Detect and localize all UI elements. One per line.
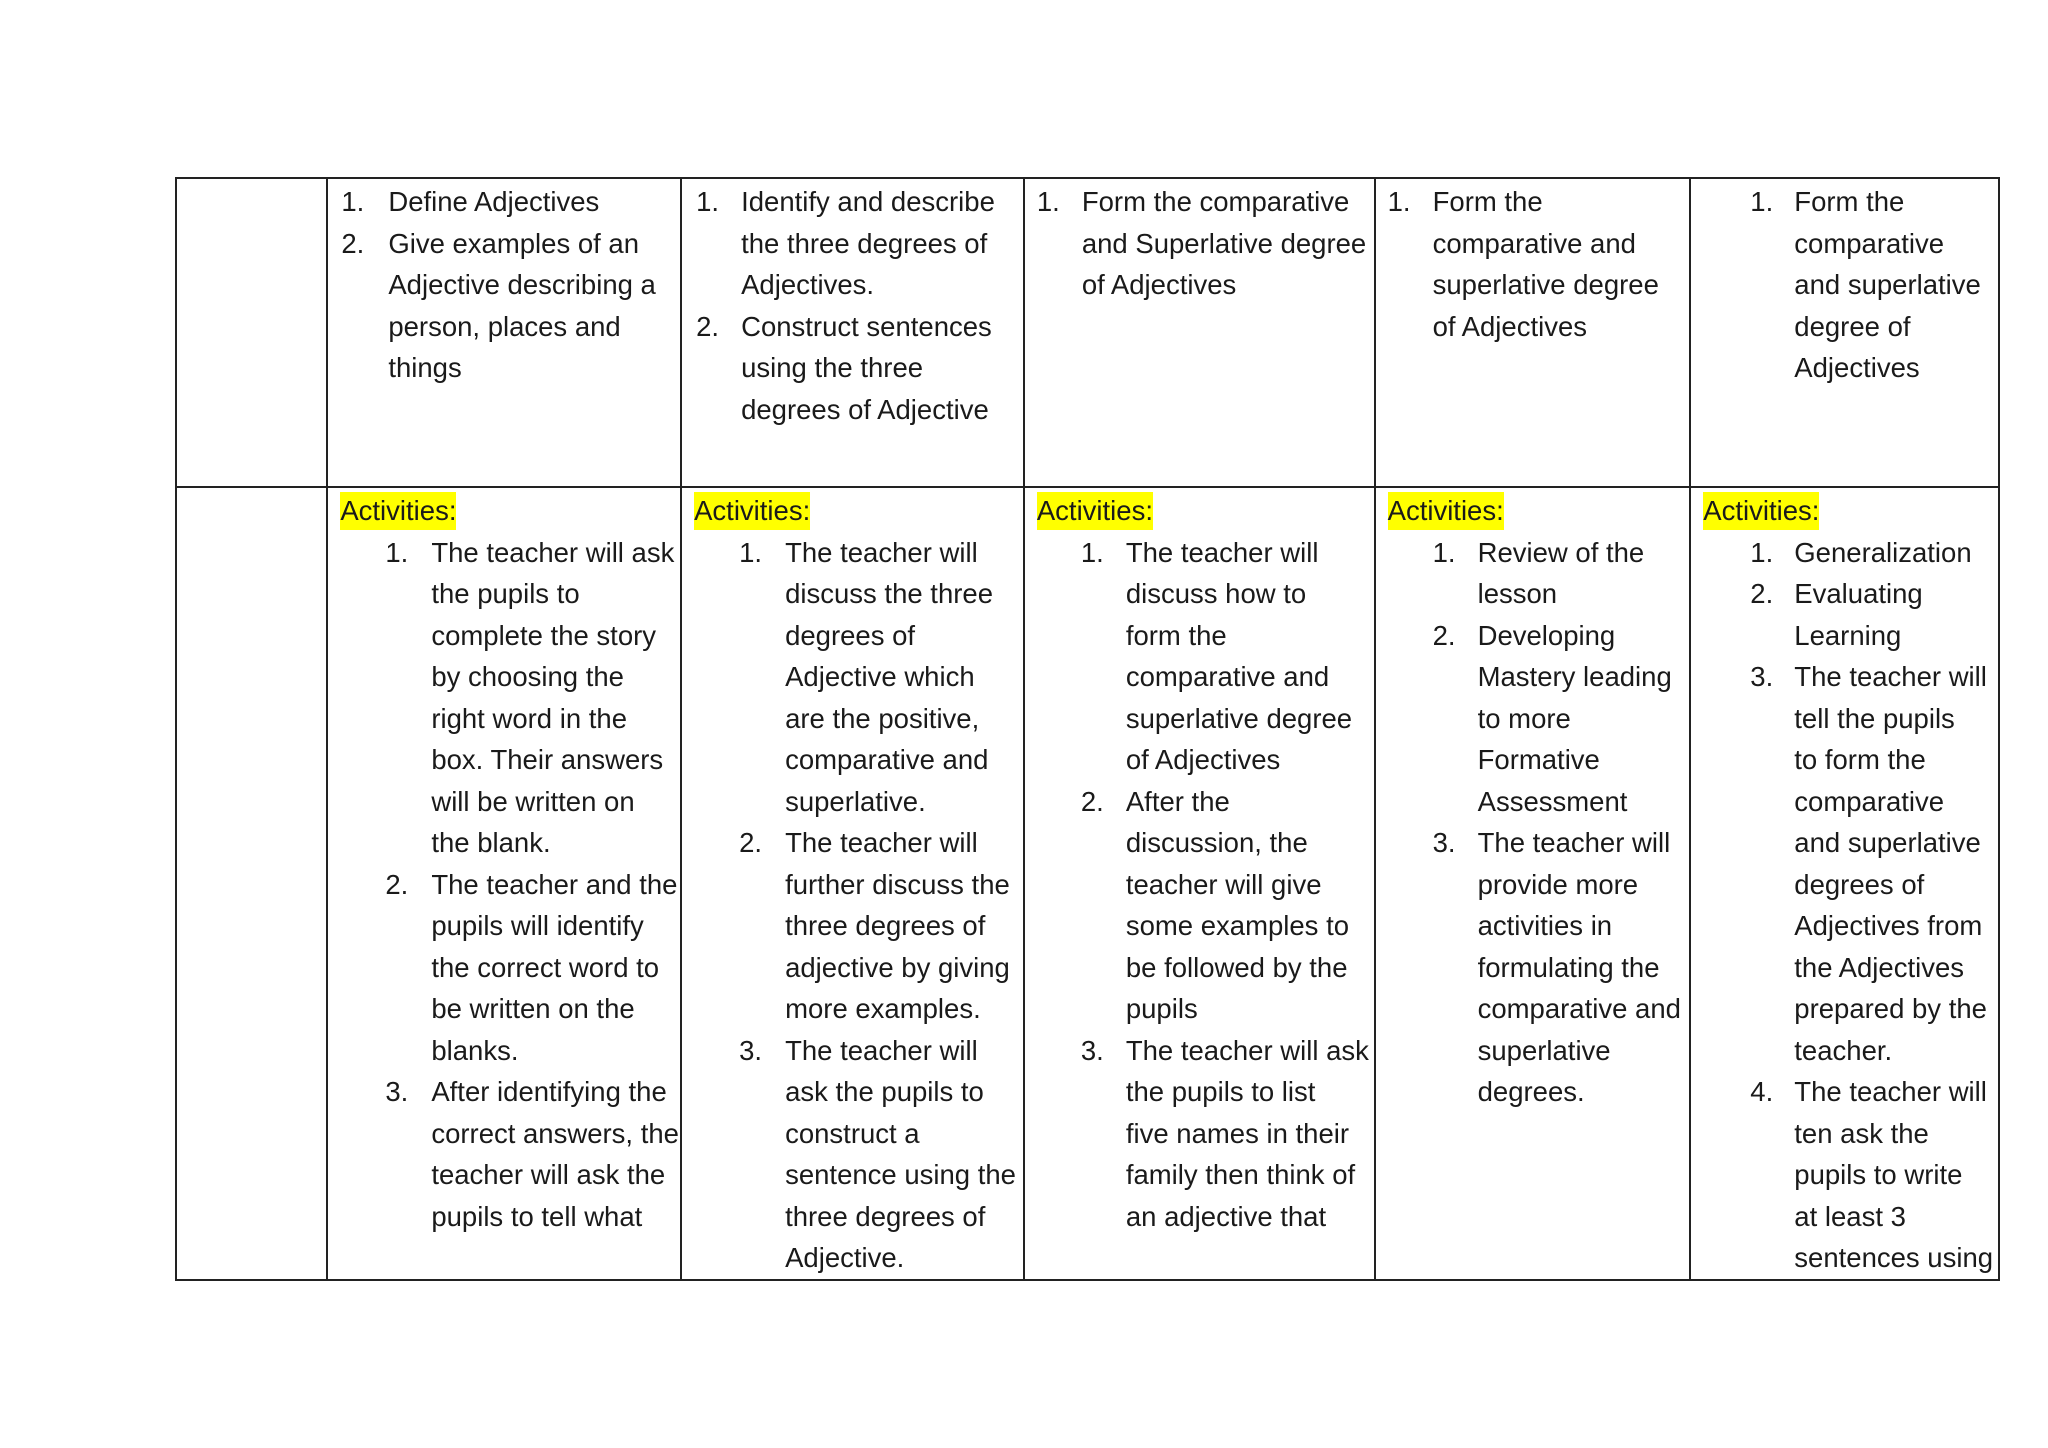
list-item-text-line: teacher.: [1794, 1034, 1893, 1066]
list-number: 3.: [1080, 1034, 1104, 1066]
list-number: 1.: [739, 536, 763, 568]
objectives-cell: [1375, 178, 1691, 487]
list-number: 1.: [1432, 536, 1456, 568]
list-number: 3.: [1750, 661, 1774, 692]
list-item-text-line: activities in: [1477, 910, 1613, 941]
list-item-text-line: the blank.: [431, 827, 551, 858]
objectives-cell: [327, 178, 681, 487]
numbered-list: [682, 181, 1023, 430]
list-item-text-line: by choosing the: [431, 661, 624, 692]
list-item-text-line: pupils will identify: [431, 910, 644, 941]
list-item-text-line: to form the: [1794, 744, 1926, 775]
list-item-text-line: degrees of: [785, 619, 916, 651]
lesson-plan-table: [175, 177, 2000, 1281]
list-item-text-line: Learning: [1794, 619, 1902, 651]
list-item-text-line: Adjectives.: [741, 269, 875, 300]
list-item-text-line: at least 3: [1794, 1200, 1906, 1232]
list-item-text-line: prepared by the: [1794, 993, 1987, 1024]
objectives-cell: [1024, 178, 1375, 487]
list-item-text-line: to more: [1477, 702, 1571, 734]
list-item-text-line: ask the pupils to: [785, 1076, 984, 1107]
list-item-text-line: Form the comparative: [1081, 186, 1350, 217]
list-item-text-line: person, places and: [388, 310, 621, 342]
activities-cell: [1024, 487, 1375, 1280]
objectives-cell: [681, 178, 1024, 487]
activities-heading: Activities:: [694, 492, 810, 530]
list-number: 2.: [1750, 578, 1774, 609]
list-item: [1025, 532, 1374, 781]
list-item-text-line: of Adjectives: [1081, 269, 1237, 300]
numbered-list: [1025, 181, 1374, 306]
list-item: [1691, 656, 1998, 1071]
list-item-text-line: Construct sentences: [741, 310, 992, 342]
list-item-text-line: Generalization: [1794, 536, 1972, 568]
list-item-text-line: and Superlative degree: [1081, 227, 1367, 259]
list-item-text-line: discuss how to: [1125, 578, 1307, 609]
list-item: [682, 306, 1023, 431]
objectives-row: [176, 178, 1999, 487]
list-number: 1.: [1750, 536, 1774, 568]
list-item-text-line: Identify and describe: [741, 186, 995, 217]
list-item-text-line: The teacher will: [1794, 1076, 1987, 1107]
list-item-text-line: Mastery leading: [1477, 661, 1672, 692]
list-item-text-line: some examples to: [1125, 910, 1349, 941]
list-item-text-line: superlative: [1477, 1034, 1611, 1066]
list-item-text-line: superlative degree: [1432, 269, 1659, 300]
list-item-text-line: box. Their answers: [431, 744, 664, 775]
numbered-list: [1691, 181, 1998, 389]
activities-row: [176, 487, 1999, 1280]
list-number: 2.: [1432, 619, 1456, 651]
list-item-text-line: the pupils to list: [1125, 1076, 1316, 1107]
numbered-list: [1376, 181, 1690, 347]
list-item: [1691, 573, 1998, 656]
activities-heading: Activities:: [1037, 492, 1153, 530]
list-item-text-line: Adjectives: [1794, 352, 1920, 383]
list-item-text-line: The teacher will: [785, 827, 978, 858]
list-item: [682, 822, 1023, 1030]
objectives-cell: [1690, 178, 1999, 487]
list-item-text-line: Evaluating: [1794, 578, 1923, 609]
list-item: [682, 1030, 1023, 1279]
list-number: 1.: [1080, 536, 1104, 568]
list-item: [328, 181, 680, 223]
numbered-list: [1691, 532, 1998, 1279]
list-number: 2.: [696, 310, 720, 342]
list-item: [1025, 181, 1374, 306]
activities-cell: [1690, 487, 1999, 1280]
list-number: 1.: [1036, 186, 1060, 217]
list-item-text-line: Adjective which: [785, 661, 975, 692]
list-item-text-line: teacher will give: [1125, 868, 1322, 900]
list-item-text-line: of Adjectives: [1125, 744, 1281, 775]
list-item: [328, 532, 680, 864]
list-item-text-line: and superlative: [1794, 827, 1981, 858]
empty-label-cell: [176, 487, 327, 1280]
list-item-text-line: Formative: [1477, 744, 1600, 775]
numbered-list: [682, 532, 1023, 1279]
list-item-text-line: provide more: [1477, 868, 1639, 900]
list-item: [1691, 181, 1998, 389]
list-item-text-line: Give examples of an: [388, 227, 640, 259]
list-item-text-line: Developing: [1477, 619, 1616, 651]
list-item: [1376, 822, 1690, 1113]
list-item: [1691, 532, 1998, 574]
list-item-text-line: Adjective.: [785, 1242, 905, 1273]
list-item-text-line: formulating the: [1477, 951, 1660, 983]
list-item-text-line: blanks.: [431, 1034, 519, 1066]
list-item-text-line: comparative and: [1477, 993, 1681, 1024]
list-item-text-line: three degrees of: [785, 1200, 986, 1232]
list-item-text-line: more examples.: [785, 993, 981, 1024]
list-item-text-line: tell the pupils: [1794, 702, 1955, 734]
list-item-text-line: the three degrees of: [741, 227, 988, 259]
list-item-text-line: The teacher will ask: [431, 536, 675, 568]
numbered-list: [328, 181, 680, 389]
list-item-text-line: the pupils to: [431, 578, 580, 609]
list-item: [1025, 1030, 1374, 1238]
list-item-text-line: Adjectives from: [1794, 910, 1983, 941]
list-item-text-line: comparative and: [1432, 227, 1636, 259]
list-item-text-line: using the three: [741, 352, 924, 383]
list-item-text-line: Form the: [1794, 186, 1905, 217]
list-item-text-line: pupils to write: [1794, 1159, 1963, 1190]
list-item-text-line: comparative and: [1125, 661, 1330, 692]
list-item: [328, 223, 680, 389]
list-item: [328, 1071, 680, 1237]
list-item-text-line: After identifying the: [431, 1076, 667, 1107]
numbered-list: [328, 532, 680, 1238]
list-item-text-line: of Adjectives: [1432, 310, 1588, 342]
list-number: 3.: [1432, 827, 1456, 858]
list-number: 1.: [1387, 186, 1411, 217]
list-item-text-line: an adjective that: [1125, 1200, 1327, 1232]
list-number: 1.: [385, 536, 409, 568]
list-number: 1.: [696, 186, 720, 217]
list-item-text-line: The teacher will: [1477, 827, 1671, 858]
list-item: [1025, 781, 1374, 1030]
list-item-text-line: and superlative: [1794, 269, 1981, 300]
list-item: [1376, 615, 1690, 823]
activities-heading: Activities:: [1703, 492, 1819, 530]
empty-label-cell: [176, 178, 327, 487]
activities-cell: [327, 487, 681, 1280]
list-item-text-line: are the positive,: [785, 702, 980, 734]
list-item-text-line: The teacher will: [785, 536, 978, 568]
list-item-text-line: will be written on: [431, 785, 635, 817]
list-item-text-line: Review of the: [1477, 536, 1645, 568]
activities-heading: Activities:: [1388, 492, 1504, 530]
list-item-text-line: The teacher and the: [431, 868, 678, 900]
list-item-text-line: The teacher will ask: [1125, 1034, 1369, 1066]
list-item-text-line: form the: [1125, 619, 1227, 651]
list-item: [1376, 532, 1690, 615]
list-item-text-line: degrees of Adjective: [741, 393, 989, 425]
list-item-text-line: right word in the: [431, 702, 627, 734]
list-item-text-line: Define Adjectives: [388, 186, 600, 217]
list-item-text-line: The teacher will: [1125, 536, 1319, 568]
list-number: 3.: [385, 1076, 409, 1107]
list-number: 2.: [341, 227, 365, 259]
list-number: 2.: [385, 868, 409, 900]
list-item-text-line: the Adjectives: [1794, 951, 1964, 983]
list-item: [682, 181, 1023, 306]
list-item-text-line: sentence using the: [785, 1159, 1016, 1190]
list-item-text-line: degrees.: [1477, 1076, 1585, 1107]
list-item-text-line: Assessment: [1477, 785, 1628, 817]
list-item: [682, 532, 1023, 823]
list-item-text-line: Form the: [1432, 186, 1543, 217]
list-item-text-line: be followed by the: [1125, 951, 1348, 983]
list-number: 2.: [739, 827, 763, 858]
list-item-text-line: three degrees of: [785, 910, 986, 941]
list-item-text-line: construct a: [785, 1117, 920, 1149]
list-item: [1691, 1071, 1998, 1279]
list-item-text-line: lesson: [1477, 578, 1558, 609]
list-item-text-line: The teacher will: [785, 1034, 978, 1066]
list-number: 1.: [341, 186, 365, 217]
list-item-text-line: degrees of: [1794, 868, 1925, 900]
list-item-text-line: further discuss the: [785, 868, 1010, 900]
list-item-text-line: degree of: [1794, 310, 1911, 342]
list-item-text-line: family then think of: [1125, 1159, 1356, 1190]
list-item-text-line: superlative degree: [1125, 702, 1353, 734]
list-item-text-line: pupils: [1125, 993, 1198, 1024]
numbered-list: [1376, 532, 1690, 1113]
activities-cell: [1375, 487, 1691, 1280]
list-item-text-line: adjective by giving: [785, 951, 1010, 983]
list-item-text-line: things: [388, 352, 462, 383]
list-item-text-line: correct answers, the: [431, 1117, 679, 1149]
numbered-list: [1025, 532, 1374, 1238]
list-item: [1376, 181, 1690, 347]
list-item-text-line: comparative and: [785, 744, 989, 775]
list-item: [328, 864, 680, 1072]
activities-heading: Activities:: [340, 492, 456, 530]
list-item-text-line: pupils to tell what: [431, 1200, 643, 1232]
list-item-text-line: The teacher will: [1794, 661, 1987, 692]
list-item-text-line: After the: [1125, 785, 1230, 817]
list-number: 1.: [1750, 186, 1774, 217]
list-item-text-line: be written on the: [431, 993, 635, 1024]
list-item-text-line: discuss the three: [785, 578, 993, 609]
list-item-text-line: five names in their: [1125, 1117, 1349, 1149]
list-item-text-line: comparative: [1794, 785, 1945, 817]
list-item-text-line: teacher will ask the: [431, 1159, 666, 1190]
list-item-text-line: superlative.: [785, 785, 926, 817]
list-item-text-line: Adjective describing a: [388, 269, 656, 300]
list-number: 2.: [1080, 785, 1104, 817]
activities-cell: [681, 487, 1024, 1280]
list-number: 4.: [1750, 1076, 1774, 1107]
list-item-text-line: the correct word to: [431, 951, 660, 983]
list-item-text-line: complete the story: [431, 619, 657, 651]
list-item-text-line: sentences using: [1794, 1242, 1994, 1273]
list-number: 3.: [739, 1034, 763, 1066]
list-item-text-line: ten ask the: [1794, 1117, 1929, 1149]
list-item-text-line: discussion, the: [1125, 827, 1308, 858]
list-item-text-line: comparative: [1794, 227, 1945, 259]
